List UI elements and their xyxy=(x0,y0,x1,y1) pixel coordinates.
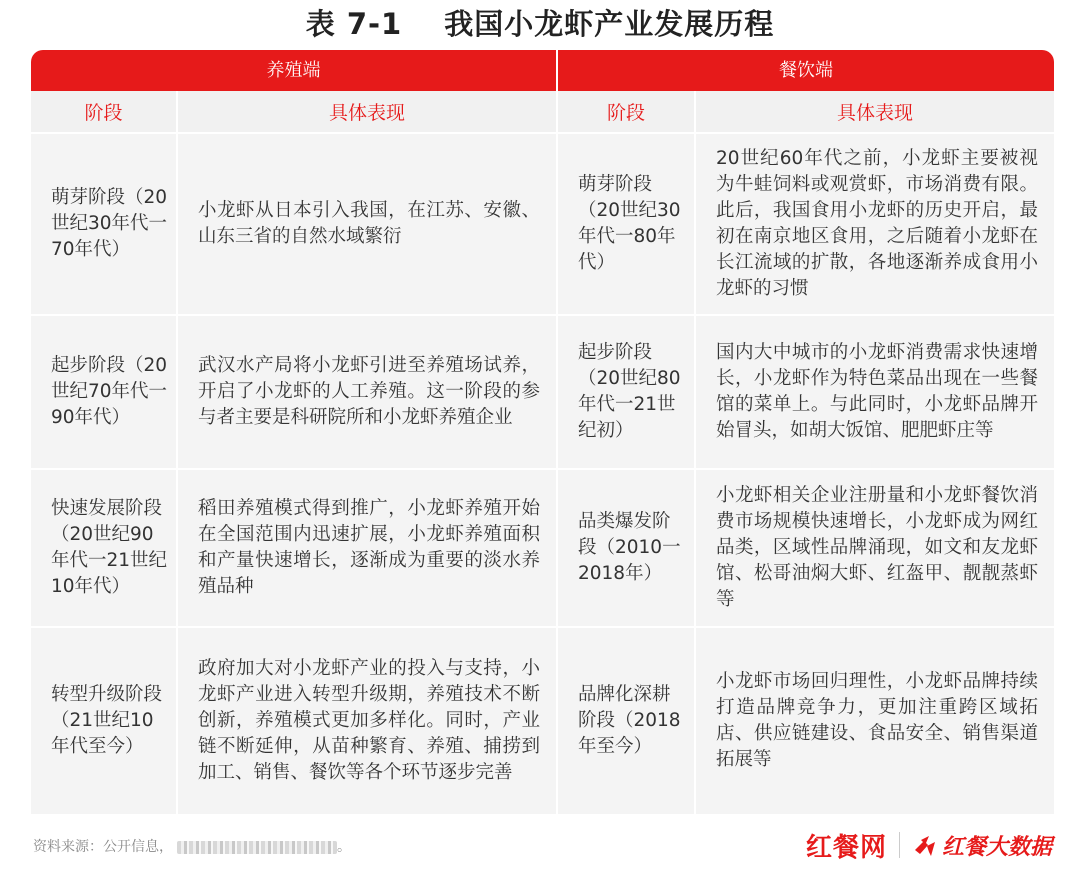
col-farm-stage: 阶段 xyxy=(31,91,177,133)
food-stage-cell: 品牌化深耕阶段（2018年至今） xyxy=(557,627,695,815)
industry-history-table xyxy=(31,50,1054,816)
food-stage-cell: 起步阶段（20世纪80年代一21世纪初） xyxy=(557,315,695,469)
logo-divider xyxy=(899,832,900,858)
col-food-detail: 具体表现 xyxy=(695,91,1054,133)
farm-stage-cell: 快速发展阶段（20世纪90年代一21世纪10年代） xyxy=(31,469,177,627)
redacted-text xyxy=(177,841,337,854)
food-detail-cell: 20世纪60年代之前，小龙虾主要被视为牛蛙饲料或观赏虾，市场消费有限。此后，我国食用小龙虾的历史开启，最初在南京地区食用，之后随着小龙虾在长江流域的扩散，各地逐渐养成食用小龙虾的习惯 xyxy=(695,133,1054,315)
table-title xyxy=(0,4,1080,44)
col-food-stage: 阶段 xyxy=(557,91,695,133)
col-farm-detail: 具体表现 xyxy=(177,91,557,133)
food-detail-cell: 小龙虾相关企业注册量和小龙虾餐饮消费市场规模快速增长，小龙虾成为网红品类，区域性品牌涌现，如文和友龙虾馆、松哥油焖大虾、红盔甲、靓靓蒸虾等 xyxy=(695,469,1054,627)
food-detail-cell: 国内大中城市的小龙虾消费需求快速增长，小龙虾作为特色菜品出现在一些餐馆的菜单上。与此同时，小龙虾品牌开始冒头，如胡大饭馆、肥肥虾庄等 xyxy=(695,315,1054,469)
farm-detail-cell: 武汉水产局将小龙虾引进至养殖场试养，开启了小龙虾的人工养殖。这一阶段的参与者主要是科研院所和小龙虾养殖企业 xyxy=(177,315,557,469)
farm-stage-cell: 萌芽阶段（20世纪30年代一70年代） xyxy=(31,133,177,315)
table-number: 表 7-1 xyxy=(305,7,403,41)
farm-stage-cell: 转型升级阶段（21世纪10年代至今） xyxy=(31,627,177,815)
source-end: 。 xyxy=(337,839,351,855)
food-detail-cell: 小龙虾市场回归理性，小龙虾品牌持续打造品牌竞争力，更加注重跨区域拓店、供应链建设、食品安全、销售渠道拓展等 xyxy=(695,627,1054,815)
table-row xyxy=(31,315,1054,469)
section-farming: 养殖端 xyxy=(31,50,557,91)
column-header-row xyxy=(31,91,1054,133)
farm-stage-cell: 起步阶段（20世纪70年代一90年代） xyxy=(31,315,177,469)
brand-logo-hongcan: 红餐网 xyxy=(805,832,887,863)
section-header-row xyxy=(31,50,1054,91)
brand-logo-hongcan-data: 红餐大数据 xyxy=(941,834,1052,860)
footer-brand-logos xyxy=(806,826,1052,864)
data-source-note xyxy=(33,836,351,856)
section-catering: 餐饮端 xyxy=(557,50,1054,91)
food-stage-cell: 萌芽阶段（20世纪30年代一80年代） xyxy=(557,133,695,315)
farm-detail-cell: 小龙虾从日本引入我国，在江苏、安徽、山东三省的自然水域繁衍 xyxy=(177,133,557,315)
table-title-text: 我国小龙虾产业发展历程 xyxy=(444,7,775,41)
source-label: 资料来源：公开信息， xyxy=(33,839,173,855)
table-row xyxy=(31,469,1054,627)
farm-detail-cell: 政府加大对小龙虾产业的投入与支持，小龙虾产业进入转型升级期，养殖技术不断创新，养殖模式更加多样化。同时，产业链不断延伸，从苗种繁育、养殖、捕捞到加工、销售、餐饮等各个环节逐步完善 xyxy=(177,627,557,815)
hongcan-data-icon xyxy=(912,832,938,858)
food-stage-cell: 品类爆发阶段（2010一2018年） xyxy=(557,469,695,627)
table-row xyxy=(31,627,1054,815)
farm-detail-cell: 稻田养殖模式得到推广，小龙虾养殖开始在全国范围内迅速扩展，小龙虾养殖面积和产量快速增长，逐渐成为重要的淡水养殖品种 xyxy=(177,469,557,627)
table-row xyxy=(31,133,1054,315)
